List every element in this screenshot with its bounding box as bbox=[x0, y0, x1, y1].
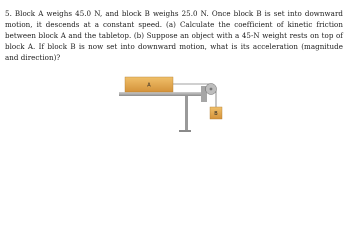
problem-statement bbox=[5, 8, 343, 63]
pulley-axle bbox=[210, 88, 213, 91]
pulley-diagram bbox=[115, 64, 235, 134]
table-foot bbox=[179, 130, 191, 132]
table-leg bbox=[185, 96, 188, 132]
block-b-label: B bbox=[214, 111, 218, 117]
block-a-label: A bbox=[147, 82, 151, 89]
problem-text: Block A weighs 45.0 N, and block B weighs 25.0 N. Once block B is set into downward motion, it descends at a constant speed. (a) Calculate the coefficient of kinetic friction between block A and the tabletop. (b) Suppose an object with a 45-N weight rests on top of block A. If block B is now set into downward motion, what is its acceleration (magnitude and direction)? bbox=[5, 9, 343, 62]
tabletop bbox=[119, 92, 207, 96]
problem-number: 5. bbox=[5, 9, 12, 18]
